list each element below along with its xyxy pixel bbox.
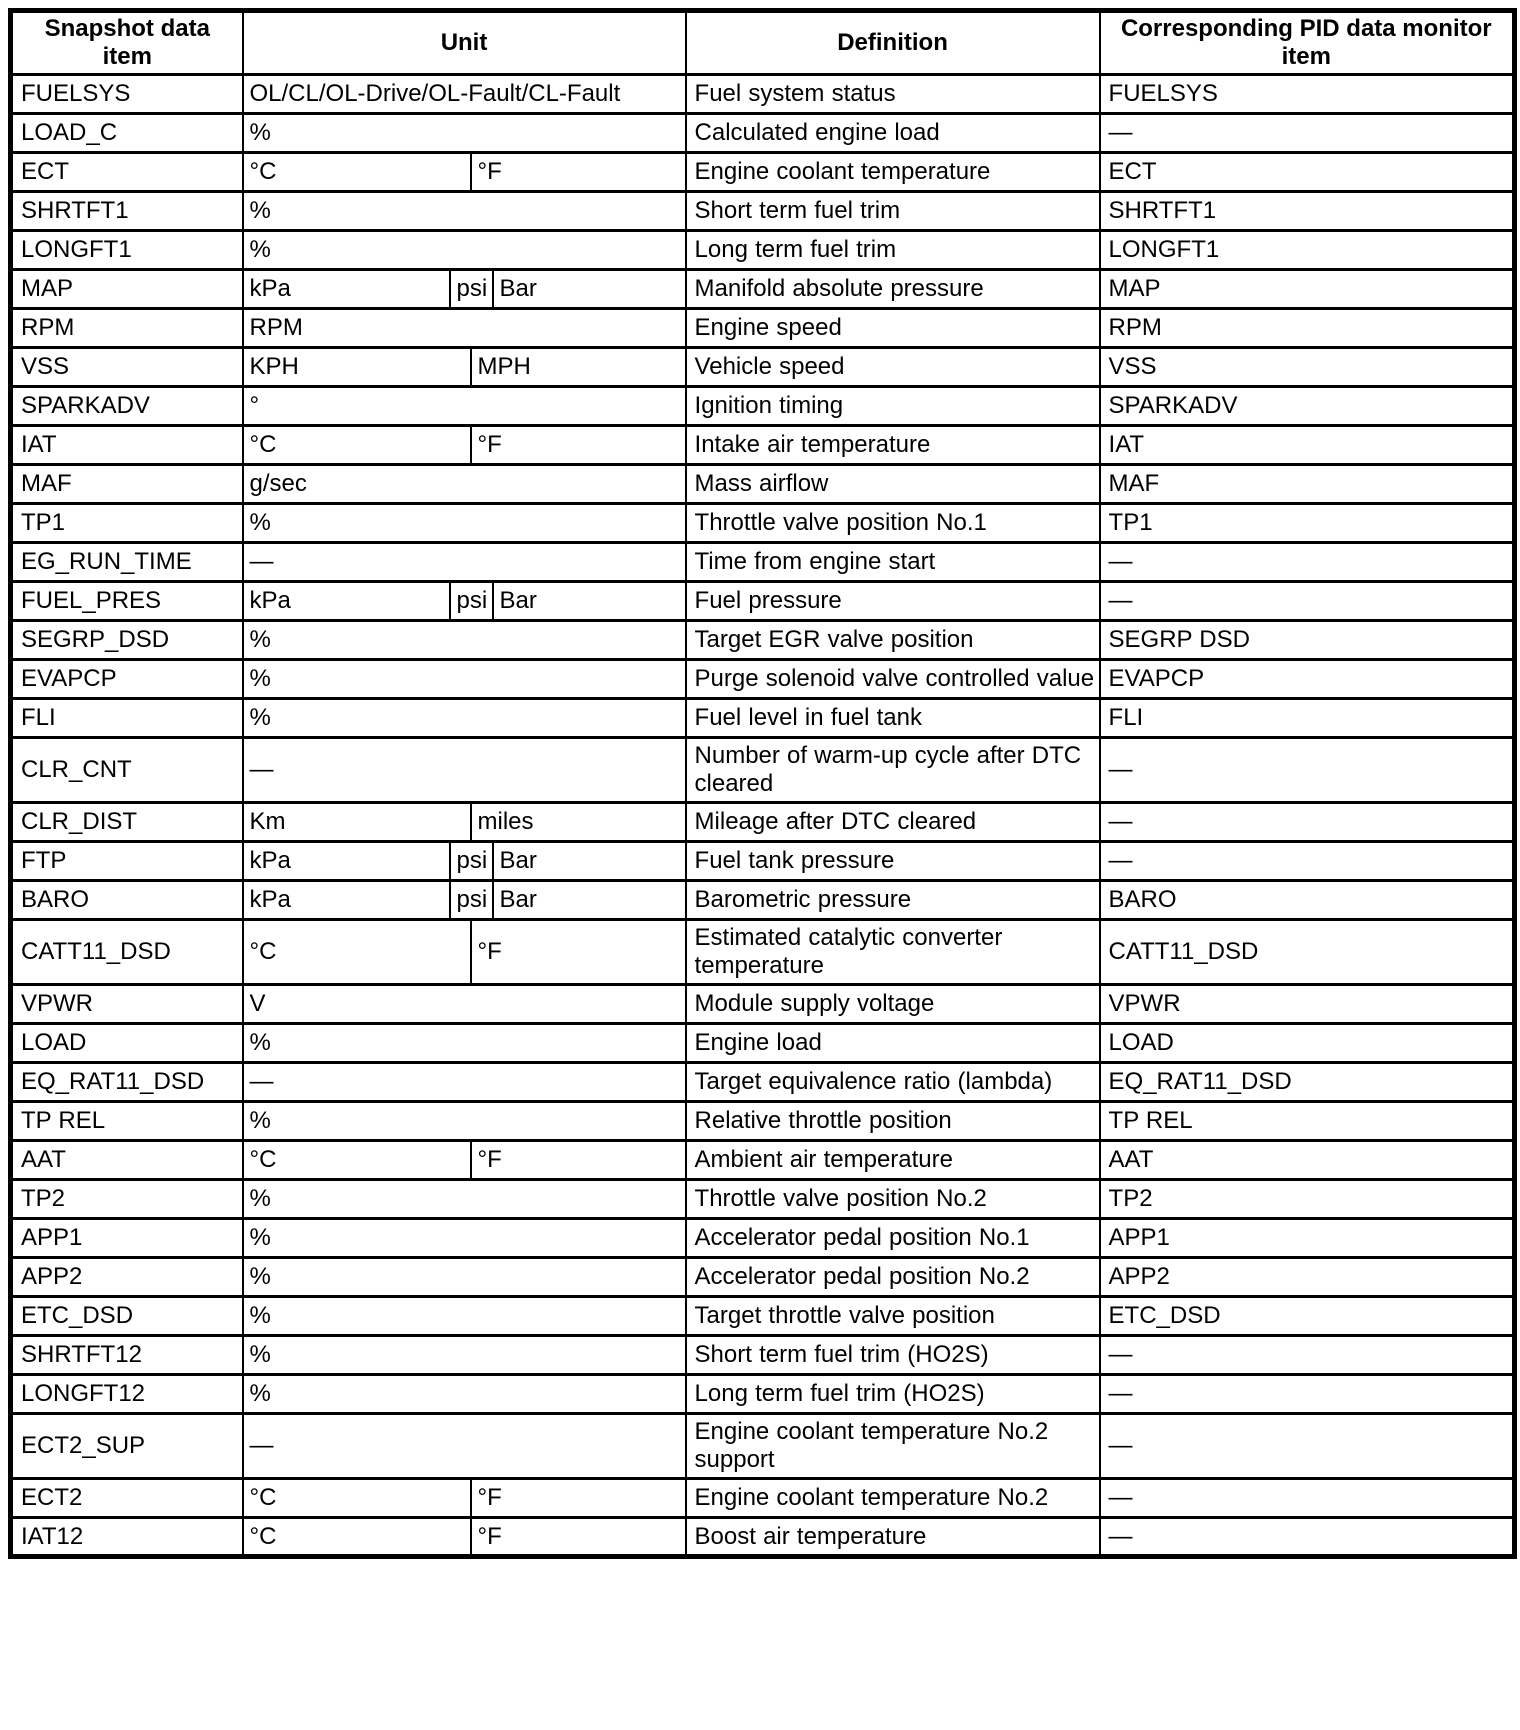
cell-unit: % xyxy=(243,192,686,231)
cell-snapshot-item: TP REL xyxy=(11,1102,243,1141)
cell-pid: — xyxy=(1100,582,1515,621)
table-row xyxy=(11,985,1515,1024)
cell-snapshot-item: IAT12 xyxy=(11,1518,243,1557)
cell-definition: Engine load xyxy=(686,1024,1100,1063)
cell-unit: MPH xyxy=(471,348,686,387)
cell-definition: Long term fuel trim xyxy=(686,231,1100,270)
cell-definition: Ambient air temperature xyxy=(686,1141,1100,1180)
cell-pid: — xyxy=(1100,842,1515,881)
cell-unit: % xyxy=(243,699,686,738)
cell-pid: MAP xyxy=(1100,270,1515,309)
cell-definition: Engine coolant temperature No.2 xyxy=(686,1479,1100,1518)
cell-definition: Ignition timing xyxy=(686,387,1100,426)
cell-snapshot-item: BARO xyxy=(11,881,243,920)
cell-definition: Intake air temperature xyxy=(686,426,1100,465)
cell-pid: FUELSYS xyxy=(1100,75,1515,114)
table-row xyxy=(11,1414,1515,1479)
cell-unit: g/sec xyxy=(243,465,686,504)
table-row xyxy=(11,920,1515,985)
cell-unit: °F xyxy=(471,920,686,985)
cell-pid: RPM xyxy=(1100,309,1515,348)
cell-pid: — xyxy=(1100,1414,1515,1479)
table-row xyxy=(11,738,1515,803)
table-row xyxy=(11,192,1515,231)
cell-definition: Short term fuel trim xyxy=(686,192,1100,231)
header-row xyxy=(11,11,1515,75)
cell-pid: LOAD xyxy=(1100,1024,1515,1063)
cell-snapshot-item: LOAD_C xyxy=(11,114,243,153)
table-row xyxy=(11,75,1515,114)
cell-unit: Km xyxy=(243,803,471,842)
cell-snapshot-item: ECT2 xyxy=(11,1479,243,1518)
cell-unit: °F xyxy=(471,1141,686,1180)
cell-unit: psi xyxy=(450,270,493,309)
cell-unit: % xyxy=(243,1297,686,1336)
cell-definition: Short term fuel trim (HO2S) xyxy=(686,1336,1100,1375)
cell-unit: % xyxy=(243,1258,686,1297)
cell-snapshot-item: TP2 xyxy=(11,1180,243,1219)
cell-unit: °C xyxy=(243,1518,471,1557)
table-row xyxy=(11,426,1515,465)
snapshot-data-table xyxy=(8,8,1517,1559)
cell-pid: ECT xyxy=(1100,153,1515,192)
cell-definition: Estimated catalytic converter temperature xyxy=(686,920,1100,985)
table-row xyxy=(11,114,1515,153)
cell-pid: FLI xyxy=(1100,699,1515,738)
cell-definition: Fuel level in fuel tank xyxy=(686,699,1100,738)
cell-definition: Manifold absolute pressure xyxy=(686,270,1100,309)
cell-pid: CATT11_DSD xyxy=(1100,920,1515,985)
cell-pid: — xyxy=(1100,1336,1515,1375)
table-row xyxy=(11,842,1515,881)
cell-pid: MAF xyxy=(1100,465,1515,504)
cell-definition: Target throttle valve position xyxy=(686,1297,1100,1336)
cell-snapshot-item: IAT xyxy=(11,426,243,465)
cell-definition: Module supply voltage xyxy=(686,985,1100,1024)
cell-pid: TP2 xyxy=(1100,1180,1515,1219)
cell-unit: OL/CL/OL-Drive/OL-Fault/CL-Fault xyxy=(243,75,686,114)
cell-definition: Calculated engine load xyxy=(686,114,1100,153)
cell-pid: SHRTFT1 xyxy=(1100,192,1515,231)
cell-unit: °F xyxy=(471,153,686,192)
cell-snapshot-item: CLR_CNT xyxy=(11,738,243,803)
cell-unit: V xyxy=(243,985,686,1024)
cell-unit: kPa xyxy=(243,842,450,881)
cell-pid: — xyxy=(1100,114,1515,153)
cell-unit: % xyxy=(243,1336,686,1375)
table-row xyxy=(11,270,1515,309)
cell-definition: Target EGR valve position xyxy=(686,621,1100,660)
table-row xyxy=(11,1024,1515,1063)
table-row xyxy=(11,1063,1515,1102)
cell-snapshot-item: RPM xyxy=(11,309,243,348)
cell-unit: Bar xyxy=(493,270,686,309)
cell-definition: Purge solenoid valve controlled value xyxy=(686,660,1100,699)
cell-snapshot-item: EVAPCP xyxy=(11,660,243,699)
table-row xyxy=(11,1258,1515,1297)
cell-definition: Target equivalence ratio (lambda) xyxy=(686,1063,1100,1102)
cell-unit: % xyxy=(243,1219,686,1258)
cell-unit: % xyxy=(243,1180,686,1219)
cell-unit: % xyxy=(243,114,686,153)
cell-definition: Time from engine start xyxy=(686,543,1100,582)
header-unit: Unit xyxy=(243,11,686,75)
cell-snapshot-item: EQ_RAT11_DSD xyxy=(11,1063,243,1102)
cell-definition: Barometric pressure xyxy=(686,881,1100,920)
cell-unit: — xyxy=(243,738,686,803)
cell-pid: IAT xyxy=(1100,426,1515,465)
table-row xyxy=(11,543,1515,582)
cell-snapshot-item: TP1 xyxy=(11,504,243,543)
cell-snapshot-item: CLR_DIST xyxy=(11,803,243,842)
cell-pid: APP1 xyxy=(1100,1219,1515,1258)
cell-definition: Mass airflow xyxy=(686,465,1100,504)
cell-unit: °C xyxy=(243,153,471,192)
cell-snapshot-item: ETC_DSD xyxy=(11,1297,243,1336)
cell-snapshot-item: VSS xyxy=(11,348,243,387)
table-row xyxy=(11,660,1515,699)
cell-pid: — xyxy=(1100,1518,1515,1557)
cell-unit: kPa xyxy=(243,582,450,621)
cell-pid: AAT xyxy=(1100,1141,1515,1180)
cell-unit: psi xyxy=(450,881,493,920)
table-row xyxy=(11,1297,1515,1336)
cell-definition: Engine coolant temperature No.2 support xyxy=(686,1414,1100,1479)
cell-unit: ° xyxy=(243,387,686,426)
cell-snapshot-item: MAP xyxy=(11,270,243,309)
cell-definition: Fuel system status xyxy=(686,75,1100,114)
cell-unit: % xyxy=(243,660,686,699)
cell-unit: °F xyxy=(471,1479,686,1518)
cell-definition: Fuel tank pressure xyxy=(686,842,1100,881)
table-row xyxy=(11,231,1515,270)
cell-snapshot-item: VPWR xyxy=(11,985,243,1024)
cell-definition: Vehicle speed xyxy=(686,348,1100,387)
cell-unit: °C xyxy=(243,920,471,985)
cell-unit: miles xyxy=(471,803,686,842)
cell-snapshot-item: LONGFT12 xyxy=(11,1375,243,1414)
cell-definition: Fuel pressure xyxy=(686,582,1100,621)
cell-unit: KPH xyxy=(243,348,471,387)
cell-definition: Mileage after DTC cleared xyxy=(686,803,1100,842)
table-row xyxy=(11,465,1515,504)
cell-snapshot-item: SPARKADV xyxy=(11,387,243,426)
cell-definition: Throttle valve position No.2 xyxy=(686,1180,1100,1219)
cell-pid: EQ_RAT11_DSD xyxy=(1100,1063,1515,1102)
cell-unit: psi xyxy=(450,582,493,621)
cell-snapshot-item: LONGFT1 xyxy=(11,231,243,270)
table-body xyxy=(11,75,1515,1557)
cell-unit: RPM xyxy=(243,309,686,348)
header-pid: Corresponding PID data monitor item xyxy=(1100,11,1515,75)
cell-unit: % xyxy=(243,1102,686,1141)
cell-pid: — xyxy=(1100,803,1515,842)
cell-pid: SPARKADV xyxy=(1100,387,1515,426)
table-row xyxy=(11,1141,1515,1180)
cell-unit: Bar xyxy=(493,881,686,920)
cell-pid: LONGFT1 xyxy=(1100,231,1515,270)
cell-pid: APP2 xyxy=(1100,1258,1515,1297)
cell-snapshot-item: ECT xyxy=(11,153,243,192)
cell-snapshot-item: FUEL_PRES xyxy=(11,582,243,621)
cell-snapshot-item: EG_RUN_TIME xyxy=(11,543,243,582)
cell-unit: °C xyxy=(243,1479,471,1518)
cell-snapshot-item: APP1 xyxy=(11,1219,243,1258)
cell-snapshot-item: CATT11_DSD xyxy=(11,920,243,985)
cell-unit: kPa xyxy=(243,270,450,309)
table-row xyxy=(11,1102,1515,1141)
table-row xyxy=(11,582,1515,621)
table-row xyxy=(11,504,1515,543)
cell-pid: — xyxy=(1100,738,1515,803)
cell-unit: °C xyxy=(243,1141,471,1180)
cell-snapshot-item: FUELSYS xyxy=(11,75,243,114)
cell-definition: Throttle valve position No.1 xyxy=(686,504,1100,543)
cell-unit: °F xyxy=(471,1518,686,1557)
table-row xyxy=(11,153,1515,192)
cell-unit: Bar xyxy=(493,582,686,621)
cell-snapshot-item: AAT xyxy=(11,1141,243,1180)
cell-unit: % xyxy=(243,504,686,543)
cell-definition: Relative throttle position xyxy=(686,1102,1100,1141)
cell-snapshot-item: SHRTFT1 xyxy=(11,192,243,231)
cell-snapshot-item: FTP xyxy=(11,842,243,881)
table-row xyxy=(11,1479,1515,1518)
cell-unit: psi xyxy=(450,842,493,881)
table-row xyxy=(11,1180,1515,1219)
header-snapshot-item: Snapshot data item xyxy=(11,11,243,75)
table-row xyxy=(11,387,1515,426)
cell-unit: °F xyxy=(471,426,686,465)
cell-snapshot-item: SEGRP_DSD xyxy=(11,621,243,660)
cell-unit: % xyxy=(243,231,686,270)
cell-snapshot-item: SHRTFT12 xyxy=(11,1336,243,1375)
cell-definition: Accelerator pedal position No.1 xyxy=(686,1219,1100,1258)
cell-unit: % xyxy=(243,621,686,660)
cell-pid: TP REL xyxy=(1100,1102,1515,1141)
table-row xyxy=(11,1375,1515,1414)
cell-definition: Accelerator pedal position No.2 xyxy=(686,1258,1100,1297)
cell-pid: VSS xyxy=(1100,348,1515,387)
cell-definition: Engine speed xyxy=(686,309,1100,348)
cell-snapshot-item: LOAD xyxy=(11,1024,243,1063)
cell-pid: EVAPCP xyxy=(1100,660,1515,699)
cell-pid: TP1 xyxy=(1100,504,1515,543)
table-row xyxy=(11,699,1515,738)
cell-definition: Number of warm-up cycle after DTC cleared xyxy=(686,738,1100,803)
cell-unit: — xyxy=(243,1063,686,1102)
cell-unit: % xyxy=(243,1375,686,1414)
table-row xyxy=(11,309,1515,348)
cell-pid: ETC_DSD xyxy=(1100,1297,1515,1336)
table-row xyxy=(11,1336,1515,1375)
cell-snapshot-item: MAF xyxy=(11,465,243,504)
cell-pid: VPWR xyxy=(1100,985,1515,1024)
table-row xyxy=(11,348,1515,387)
table-row xyxy=(11,621,1515,660)
cell-unit: % xyxy=(243,1024,686,1063)
cell-unit: kPa xyxy=(243,881,450,920)
cell-pid: BARO xyxy=(1100,881,1515,920)
cell-pid: — xyxy=(1100,1375,1515,1414)
header-definition: Definition xyxy=(686,11,1100,75)
cell-snapshot-item: ECT2_SUP xyxy=(11,1414,243,1479)
cell-unit: °C xyxy=(243,426,471,465)
cell-snapshot-item: APP2 xyxy=(11,1258,243,1297)
cell-definition: Boost air temperature xyxy=(686,1518,1100,1557)
table-row xyxy=(11,881,1515,920)
table-row xyxy=(11,1219,1515,1258)
cell-snapshot-item: FLI xyxy=(11,699,243,738)
cell-unit: Bar xyxy=(493,842,686,881)
cell-unit: — xyxy=(243,543,686,582)
cell-pid: — xyxy=(1100,543,1515,582)
cell-pid: SEGRP DSD xyxy=(1100,621,1515,660)
cell-definition: Engine coolant temperature xyxy=(686,153,1100,192)
table-row xyxy=(11,803,1515,842)
table-row xyxy=(11,1518,1515,1557)
cell-pid: — xyxy=(1100,1479,1515,1518)
cell-definition: Long term fuel trim (HO2S) xyxy=(686,1375,1100,1414)
cell-unit: — xyxy=(243,1414,686,1479)
